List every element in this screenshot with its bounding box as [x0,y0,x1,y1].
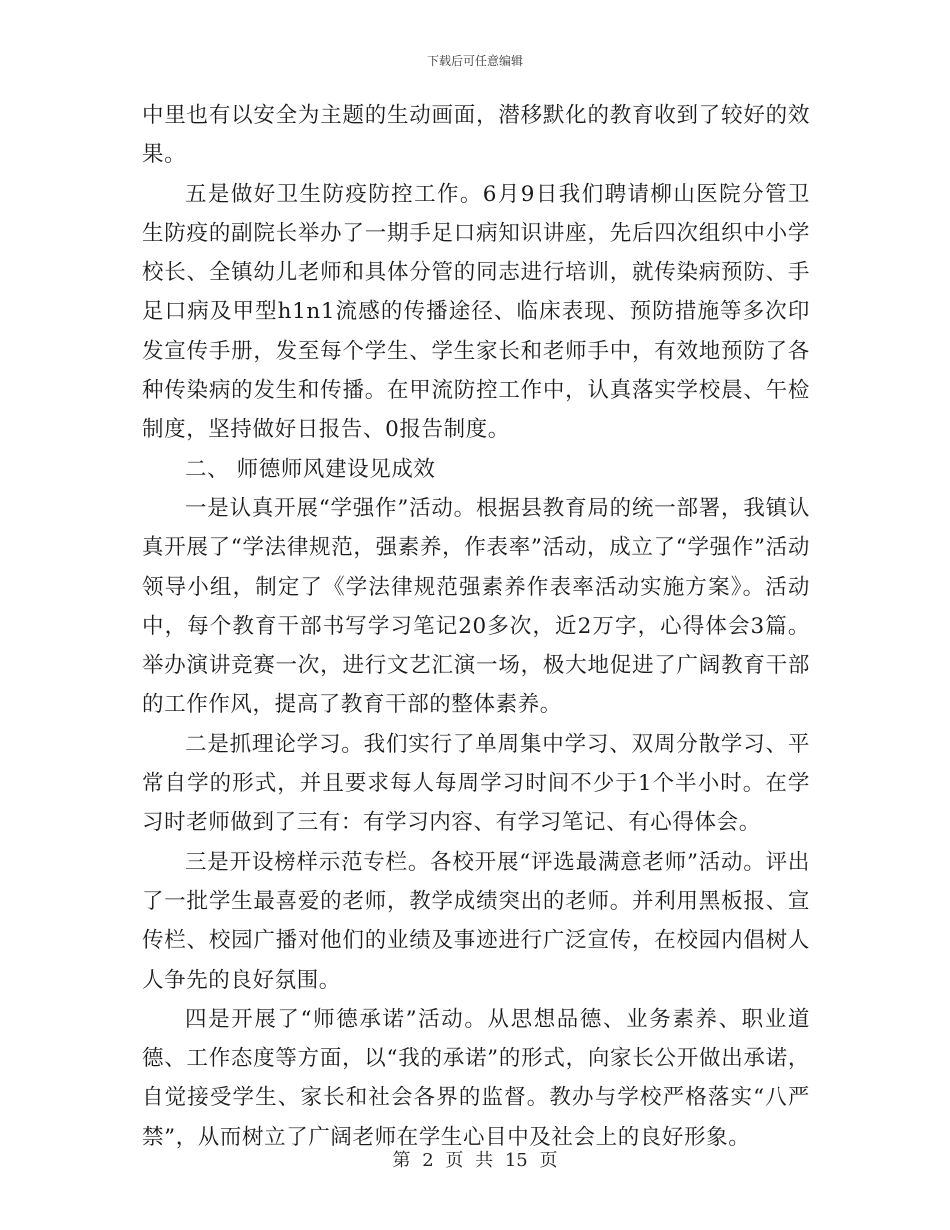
paragraph-theory-study: 二是抓理论学习。我们实行了单周集中学习、双周分散学习、平常自学的形式，并且要求每人每周学习时间不少于1个半小时。在学习时老师做到了三有：有学习内容、有学习笔记、有心得体会。 [142,731,810,836]
page-header: 下载后可任意编辑 [426,54,523,68]
section-heading: 二、 师德师风建设见成效 [185,456,436,482]
paragraph-role-model: 三是开设榜样示范专栏。各校开展“评选最满意老师”活动。评出了一批学生最喜爱的老师，教学成绩突出的老师。并利用黑板报、宣传栏、校园广播对他们的业绩及事迹进行广泛宣传，在校园内倡树人人争先的良好氛围。 [142,849,810,993]
page-number: 第 2 页 共 15 页 [392,1150,558,1171]
document-body [142,96,810,1157]
paragraph-xuequangzuo: 一是认真开展“学强作”活动。根据县教育局的统一部署，我镇认真开展了“学法律规范，强素养，作表率”活动，成立了“学强作”活动领导小组，制定了《学法律规范强素养作表率活动实施方案》。活动中，每个教育干部书写学习笔记20多次，近2万字，心得体会3篇。举办演讲竞赛一次，进行文艺汇演一场，极大地促进了广阔教育干部的工作作风，提高了教育干部的整体素养。 [142,495,810,718]
paragraph-disease-prevention: 五是做好卫生防疫防控工作。6月9日我们聘请柳山医院分管卫生防疫的副院长举办了一期手足口病知识讲座，先后四次组织中小学校长、全镇幼儿老师和具体分管的同志进行培训，就传染病预防、手足口病及甲型h1n1流感的传播途径、临床表现、预防措施等多次印发宣传手册，发至每个学生、学生家长和老师手中，有效地预防了各种传染病的发生和传播。在甲流防控工作中，认真落实学校晨、午检制度，坚持做好日报告、0报告制度。 [142,181,810,443]
paragraph-ethics-pledge: 四是开展了“师德承诺”活动。从思想品德、业务素养、职业道德、工作态度等方面，以“我的承诺”的形式，向家长公开做出承诺，自觉接受学生、家长和社会各界的监督。教办与学校严格落实“八严禁”，从而树立了广阔老师在学生心目中及社会上的良好形象。 [142,1006,810,1150]
paragraph: 中里也有以安全为主题的生动画面，潜移默化的教育收到了较好的效果。 [142,103,810,168]
